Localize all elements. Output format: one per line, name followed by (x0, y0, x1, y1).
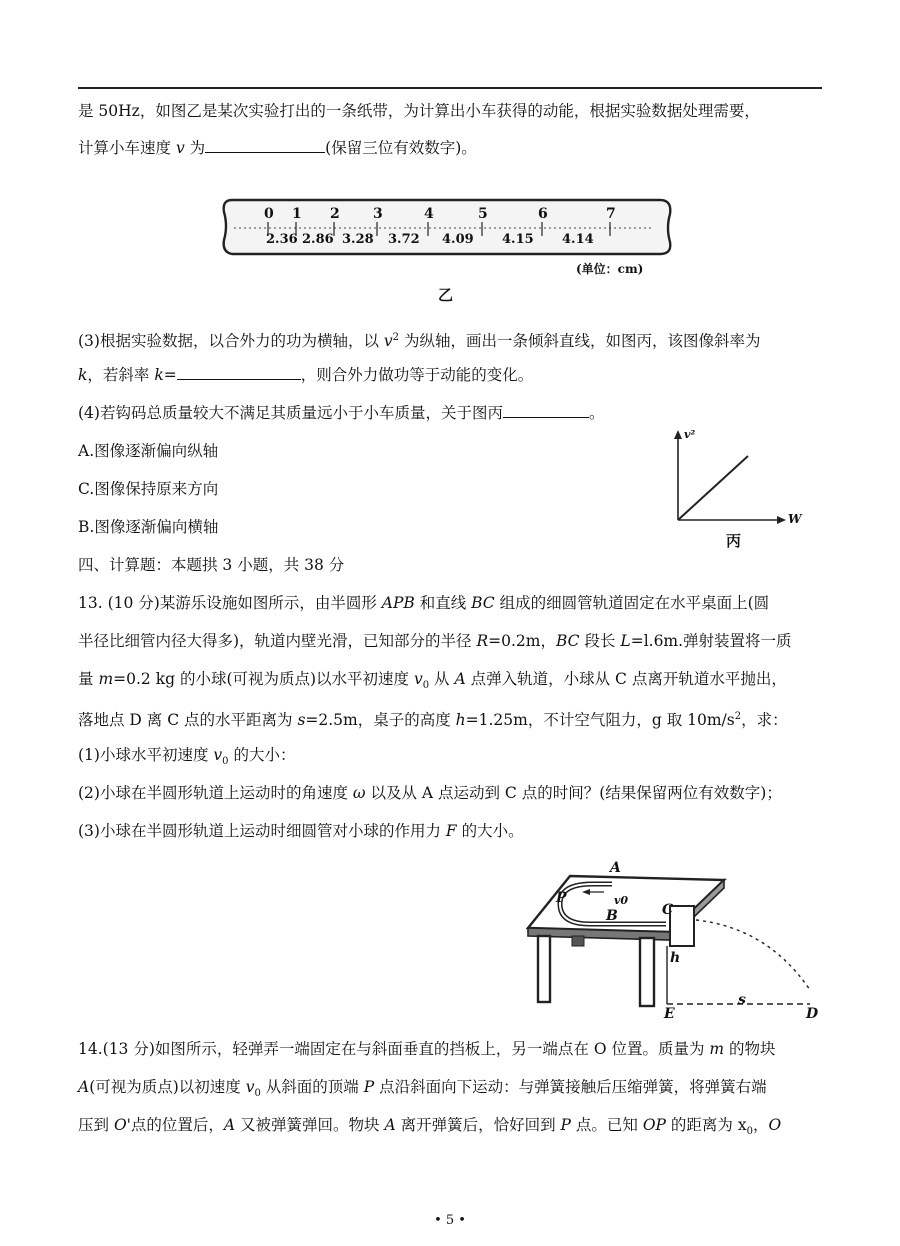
text: 的距离为 x (665, 1116, 747, 1134)
text: (2)小球在半圆形轨道上运动时的角速度 (78, 784, 353, 802)
text: 点弹入轨道，小球从 C 点离开轨道水平抛出， (465, 670, 787, 688)
graph-y-label: v² (684, 428, 696, 441)
text: 点的位置后， (130, 1116, 224, 1134)
q13-sub-2 (78, 783, 782, 803)
figure-caption-bing: 丙 (726, 532, 742, 550)
text: =l.6m.弹射装置将一质 (630, 632, 792, 650)
fig-label-e: E (664, 1006, 675, 1022)
var: m (709, 1040, 725, 1058)
tape-distance: 2.86 (302, 232, 334, 247)
subscript: 0 (254, 1088, 261, 1100)
graph-bing (664, 426, 814, 554)
text: 落地点 D 离 C 点的水平距离为 (78, 711, 298, 730)
para-line-2 (78, 138, 477, 158)
var: A (384, 1116, 396, 1134)
tape-point-label: 7 (606, 206, 616, 222)
text: =1.25m，不计空气阻力，g 取 10m/s (465, 711, 735, 730)
fig-label-d: D (806, 1006, 819, 1022)
tape-distance: 4.14 (562, 232, 594, 247)
figure-caption-yi: 乙 (438, 286, 454, 304)
q13-line-1 (78, 593, 769, 613)
tape-distance: 3.72 (388, 232, 420, 247)
text: 从斜面的顶端 (260, 1078, 364, 1096)
answer-blank-slope[interactable] (177, 365, 301, 380)
answer-blank-q4[interactable] (503, 403, 589, 418)
table-track-figure (520, 858, 820, 1026)
fig-label-s: s (738, 992, 746, 1008)
q3-line-1 (78, 328, 760, 351)
var: R (476, 632, 489, 650)
var: v (213, 746, 223, 764)
var: APB (381, 594, 415, 612)
text: =0.2m， (488, 632, 556, 650)
var: s (297, 711, 306, 730)
text: 13. (10 分)某游乐设施如图所示，由半圆形 (78, 594, 382, 612)
subscript: 0 (422, 680, 430, 692)
text: 为纵轴，画出一条倾斜直线，如图丙，该图像斜率为 (399, 332, 761, 351)
text: ，求： (741, 711, 788, 730)
var: ω (352, 784, 366, 802)
var: P (560, 1116, 571, 1134)
text: (4)若钩码总质量较大不满足其质量远小于小车质量，关于图丙 (78, 404, 503, 422)
var: L (620, 632, 631, 650)
text: = (163, 366, 177, 384)
text: (1)小球水平初速度 (78, 746, 214, 764)
text: 点。已知 (570, 1116, 643, 1134)
var: v (245, 1078, 255, 1096)
var: OP (642, 1116, 666, 1134)
text: 点沿斜面向下运动：与弹簧接触后压缩弹簧，将弹簧右端 (374, 1078, 767, 1096)
tape-unit: (单位：cm) (576, 262, 644, 276)
tape-distance: 4.15 (502, 232, 534, 247)
text: 量 (78, 670, 99, 688)
fig-label-b: B (606, 908, 618, 924)
var: v (413, 670, 423, 688)
text: ，若斜率 (87, 366, 155, 384)
q4-stem (78, 403, 604, 423)
table-drawing (520, 858, 820, 1026)
tape-point-label: 3 (373, 206, 383, 222)
var: h (455, 711, 466, 730)
var: BC (556, 632, 580, 650)
text: 计算小车速度 (78, 139, 176, 157)
text: 和直线 (414, 594, 472, 612)
q14-line-3 (78, 1115, 781, 1142)
q13-line-2 (78, 631, 792, 651)
tape-point-label: 0 (264, 206, 274, 222)
tape-point-label: 6 (538, 206, 548, 222)
text: 半径比细管内径大得多)，轨道内壁光滑，已知部分的半径 (78, 632, 477, 650)
text: 的大小。 (456, 822, 524, 840)
answer-blank-velocity[interactable] (205, 138, 325, 153)
var-v: v (175, 139, 185, 157)
tape-point-label: 4 (424, 206, 434, 222)
text: 离开弹簧后，恰好回到 (395, 1116, 561, 1134)
var-k: k (154, 366, 164, 384)
text: (3)根据实验数据，以合外力的功为横轴，以 (78, 332, 384, 351)
text: (保留三位有效数字)。 (325, 139, 477, 157)
text: (3)小球在半圆形轨道上运动时细圆管对小球的作用力 (78, 822, 446, 840)
para-line-1: 是 50Hz，如图乙是某次实验打出的一条纸带，为计算出小车获得的动能，根据实验数据处理需要， (78, 102, 760, 120)
var: P (363, 1078, 375, 1096)
text: (可视为质点)以初速度 (89, 1078, 246, 1096)
tape-point-label: 1 (292, 206, 302, 222)
fig-label-h: h (670, 950, 681, 966)
text: 压到 (78, 1116, 114, 1134)
var: O (768, 1116, 782, 1134)
top-rule (78, 87, 822, 89)
q3-line-2 (78, 365, 533, 385)
text: ，则合外力做功等于动能的变化。 (300, 366, 534, 384)
tape-distance: 3.28 (342, 232, 374, 247)
text: =0.2 kg 的小球(可视为质点)以水平初速度 (113, 670, 414, 688)
var: BC (471, 594, 495, 612)
fig-label-c: C (662, 902, 674, 918)
tape-distance: 4.09 (442, 232, 474, 247)
fig-label-a: A (610, 860, 621, 876)
q13-line-3 (78, 669, 787, 696)
fig-label-v0: v0 (614, 894, 629, 907)
q13-sub-1 (78, 745, 295, 772)
var: O' (113, 1116, 131, 1134)
var: A (223, 1116, 236, 1134)
superscript: 2 (734, 711, 742, 722)
text: 段长 (579, 632, 621, 650)
var-k: k (78, 366, 88, 384)
superscript: 2 (392, 332, 400, 343)
text: 组成的细圆管轨道固定在水平桌面上(圆 (494, 594, 770, 612)
var: A (454, 670, 466, 688)
section-heading: 四、计算题：本题拱 3 小题，共 38 分 (78, 556, 345, 574)
q4-option-a: A.图像逐渐偏向纵轴 (78, 442, 219, 460)
subscript: 0 (222, 756, 229, 768)
q13-line-4 (78, 707, 788, 730)
tape-distance: 2.36 (266, 232, 298, 247)
q13-sub-3 (78, 821, 524, 841)
text: 。 (588, 404, 605, 422)
text: ， (752, 1116, 769, 1134)
var: m (98, 670, 114, 688)
text: 的物块 (724, 1040, 776, 1058)
var-v: v (383, 332, 393, 351)
subscript: 0 (746, 1126, 753, 1138)
q4-option-c: C.图像保持原来方向 (78, 480, 219, 498)
text: =2.5m，桌子的高度 (305, 711, 456, 730)
graph-line (678, 456, 748, 520)
q4-option-b: B.图像逐渐偏向横轴 (78, 518, 219, 536)
text: 为 (184, 139, 206, 157)
var: F (445, 822, 457, 840)
fig-label-p: P (556, 890, 567, 906)
var: A (78, 1078, 90, 1096)
q14-line-2 (78, 1077, 767, 1104)
text: 以及从 A 点运动到 C 点的时间？(结果保留两位有效数字)； (365, 784, 782, 802)
text: 又被弹簧弹回。物块 (235, 1116, 385, 1134)
paper-tape-figure (220, 192, 680, 304)
text: 从 (429, 670, 455, 688)
page-number: • 5 • (434, 1213, 466, 1228)
tape-point-label: 2 (330, 206, 340, 222)
text: 14.(13 分)如图所示，轻弹弄一端固定在与斜面垂直的挡板上，另一端点在 O 位置。质量为 (78, 1040, 710, 1058)
text: 的大小： (228, 746, 296, 764)
q14-line-1 (78, 1039, 776, 1059)
graph-x-label: W (788, 512, 802, 526)
tape-point-label: 5 (478, 206, 488, 222)
